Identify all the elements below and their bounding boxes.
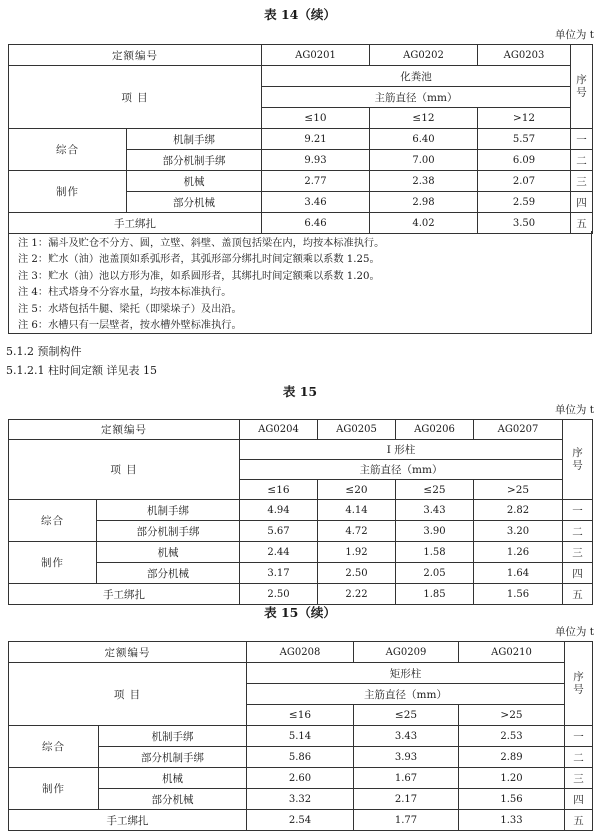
table14-row-name: 机制手绑 — [127, 129, 262, 150]
table15-row-name: 手工绑扎 — [9, 584, 240, 605]
table15b-row-name: 机制手绑 — [99, 726, 247, 747]
table14-group: 制作 — [9, 171, 127, 213]
table15b-cell: 2.60 — [247, 768, 354, 789]
table15b-seq-header: 序号 — [565, 642, 593, 726]
table15-code-header: 定额编号 — [9, 420, 240, 440]
table15-cell: 1.85 — [396, 584, 474, 605]
table15b-row-name: 部分机制手绑 — [99, 747, 247, 768]
table14-code-header: 定额编号 — [9, 45, 262, 66]
table15-cell: 1.92 — [318, 542, 396, 563]
table-row — [9, 810, 593, 831]
table15-cell: 2.22 — [318, 584, 396, 605]
table14-note: 注 3：贮水（油）池以方形为准，如系圆形者，其绑扎时间定额乘以系数 1.20。 — [18, 270, 380, 282]
table15-cell: 1.64 — [474, 563, 563, 584]
table15b-group: 综合 — [9, 726, 99, 768]
table15b-cell: 2.89 — [459, 747, 565, 768]
table15b-cell: 3.93 — [354, 747, 459, 768]
table15b-diameter: ≤16 — [247, 705, 354, 726]
section-heading: 5.1.2.1 柱时间定额 详见表 15 — [6, 364, 157, 377]
table14-cell: 2.98 — [370, 192, 478, 213]
table15-cell: 2.50 — [318, 563, 396, 584]
table-row — [9, 500, 593, 521]
table14-diameter: >12 — [478, 108, 571, 129]
table-row — [9, 563, 593, 584]
table14-note: 注 4：柱式塔身不分容水量，均按本标准执行。 — [18, 287, 232, 299]
table14-cell: 6.40 — [370, 129, 478, 150]
table14-cell: 5.57 — [478, 129, 571, 150]
table14 — [8, 44, 593, 234]
table15-cell: 1.56 — [474, 584, 563, 605]
table14-seq-header: 序号 — [571, 45, 593, 129]
table15-seq: 五 — [563, 584, 593, 605]
table14-group: 综合 — [9, 129, 127, 171]
table15-cell: 3.43 — [396, 500, 474, 521]
table15b-diameter: ≤25 — [354, 705, 459, 726]
table14-cell: 2.77 — [262, 171, 370, 192]
table15b-type: 矩形柱 — [247, 663, 565, 684]
table14-cell: 9.21 — [262, 129, 370, 150]
table15b-cell: 1.56 — [459, 789, 565, 810]
table15b-cell: 3.43 — [354, 726, 459, 747]
table15b-code: AG0210 — [459, 642, 565, 663]
table15-cell: 3.20 — [474, 521, 563, 542]
table15b-cell: 1.77 — [354, 810, 459, 831]
table15b-row-name: 部分机械 — [99, 789, 247, 810]
table14-notes — [18, 236, 384, 334]
table-row — [9, 129, 593, 150]
table15b-cell: 1.67 — [354, 768, 459, 789]
table15b-item-header: 项 目 — [9, 663, 247, 726]
table15b-unit: 单位为 t — [554, 626, 594, 638]
table-row — [9, 584, 593, 605]
table15-row-name: 机制手绑 — [97, 500, 240, 521]
table15b-cell: 1.20 — [459, 768, 565, 789]
table15-item-header: 项 目 — [9, 440, 240, 500]
table15-code: AG0205 — [318, 420, 396, 440]
table15-cell: 4.14 — [318, 500, 396, 521]
table15b-title: 表 15（续） — [264, 605, 336, 620]
table15b-code: AG0208 — [247, 642, 354, 663]
table14-seq: 一 — [571, 129, 593, 150]
table14-item-header: 项 目 — [9, 66, 262, 129]
table-row — [9, 726, 593, 747]
table15b-cell: 3.32 — [247, 789, 354, 810]
table15-unit: 单位为 t — [554, 404, 594, 416]
table14-seq: 三 — [571, 171, 593, 192]
table15-seq: 三 — [563, 542, 593, 563]
table14-row-name: 部分机制手绑 — [127, 150, 262, 171]
table15-group: 制作 — [9, 542, 97, 584]
table15b-code: AG0209 — [354, 642, 459, 663]
table15-cell: 1.58 — [396, 542, 474, 563]
table14-cell: 3.46 — [262, 192, 370, 213]
table14-code: AG0203 — [478, 45, 571, 66]
table15b-group: 制作 — [9, 768, 99, 810]
table15 — [8, 419, 593, 605]
table14-seq: 二 — [571, 150, 593, 171]
table14-type: 化粪池 — [262, 66, 571, 87]
table14-seq: 五 — [571, 213, 593, 234]
table14-cell: 6.09 — [478, 150, 571, 171]
table15-row-name: 机械 — [97, 542, 240, 563]
table15-diameter: ≤16 — [240, 480, 318, 500]
table14-cell: 3.50 — [478, 213, 571, 234]
table15b-code-header: 定额编号 — [9, 642, 247, 663]
table-row — [9, 768, 593, 789]
table14-code: AG0202 — [370, 45, 478, 66]
table15b-cell: 2.54 — [247, 810, 354, 831]
table15-type: I 形柱 — [240, 440, 563, 460]
table14-cell: 6.46 — [262, 213, 370, 234]
table15-cell: 4.94 — [240, 500, 318, 521]
table15-diameter: >25 — [474, 480, 563, 500]
table15-row-name: 部分机械 — [97, 563, 240, 584]
table-row — [9, 171, 593, 192]
table15-cell: 3.17 — [240, 563, 318, 584]
table15-cell: 3.90 — [396, 521, 474, 542]
table15-cell: 2.05 — [396, 563, 474, 584]
table14-note: 注 1：漏斗及贮仓不分方、圆，立壁、斜壁、盖顶包括梁在内，均按本标准执行。 — [18, 238, 385, 249]
table15-code: AG0207 — [474, 420, 563, 440]
table15-cell: 2.44 — [240, 542, 318, 563]
table15-seq: 四 — [563, 563, 593, 584]
table15-cell: 4.72 — [318, 521, 396, 542]
table15-cell: 2.82 — [474, 500, 563, 521]
table14-seq: 四 — [571, 192, 593, 213]
table15b-seq: 四 — [565, 789, 593, 810]
table15b-seq: 五 — [565, 810, 593, 831]
table15b-row-name: 机械 — [99, 768, 247, 789]
table15b-diameter-header: 主筋直径（mm） — [247, 684, 565, 705]
table14-diameter: ≤12 — [370, 108, 478, 129]
table15b-cell: 1.33 — [459, 810, 565, 831]
table15-code: AG0204 — [240, 420, 318, 440]
table14-code: AG0201 — [262, 45, 370, 66]
table15-seq: 一 — [563, 500, 593, 521]
table14-diameter: ≤10 — [262, 108, 370, 129]
table14-cell: 7.00 — [370, 150, 478, 171]
table-row — [9, 542, 593, 563]
table15-code: AG0206 — [396, 420, 474, 440]
table14-cell: 2.07 — [478, 171, 571, 192]
table14-cell: 2.38 — [370, 171, 478, 192]
table15b-cell: 5.86 — [247, 747, 354, 768]
table15b-row-name: 手工绑扎 — [9, 810, 247, 831]
table15-diameter: ≤20 — [318, 480, 396, 500]
table14-row-name: 机械 — [127, 171, 262, 192]
table15b-seq: 一 — [565, 726, 593, 747]
table15b-diameter: >25 — [459, 705, 565, 726]
table15b-cell: 5.14 — [247, 726, 354, 747]
table15-group: 综合 — [9, 500, 97, 542]
section-heading: 5.1.2 预制构件 — [6, 345, 82, 358]
table15-row-name: 部分机制手绑 — [97, 521, 240, 542]
table15-cell: 2.50 — [240, 584, 318, 605]
table14-cell: 9.93 — [262, 150, 370, 171]
table15-diameter: ≤25 — [396, 480, 474, 500]
table14-unit: 单位为 t — [554, 29, 594, 41]
table15b-seq: 三 — [565, 768, 593, 789]
table15-cell: 1.26 — [474, 542, 563, 563]
table14-title: 表 14（续） — [264, 7, 336, 22]
table15-seq-header: 序号 — [563, 420, 593, 500]
table15-seq: 二 — [563, 521, 593, 542]
table15-diameter-header: 主筋直径（mm） — [240, 460, 563, 480]
table15b — [8, 641, 593, 831]
table15-title: 表 15 — [282, 384, 318, 399]
table14-cell: 4.02 — [370, 213, 478, 234]
table15b-cell: 2.53 — [459, 726, 565, 747]
table15b-seq: 二 — [565, 747, 593, 768]
table15b-cell: 2.17 — [354, 789, 459, 810]
table14-row-name: 手工绑扎 — [9, 213, 262, 234]
table15-cell: 5.67 — [240, 521, 318, 542]
table14-note: 注 6：水槽只有一层壁者，按水槽外壁标准执行。 — [18, 320, 242, 332]
table14-cell: 2.59 — [478, 192, 571, 213]
table14-note: 注 5：水塔包括牛腿、梁托（即梁垛子）及出沿。 — [18, 303, 242, 315]
table14-row-name: 部分机械 — [127, 192, 262, 213]
table14-diameter-header: 主筋直径（mm） — [262, 87, 571, 108]
table14-note: 注 2：贮水（油）池盖顶如系弧形者，其弧形部分绑扎时间定额乘以系数 1.25。 — [18, 254, 380, 266]
table-row — [9, 521, 593, 542]
